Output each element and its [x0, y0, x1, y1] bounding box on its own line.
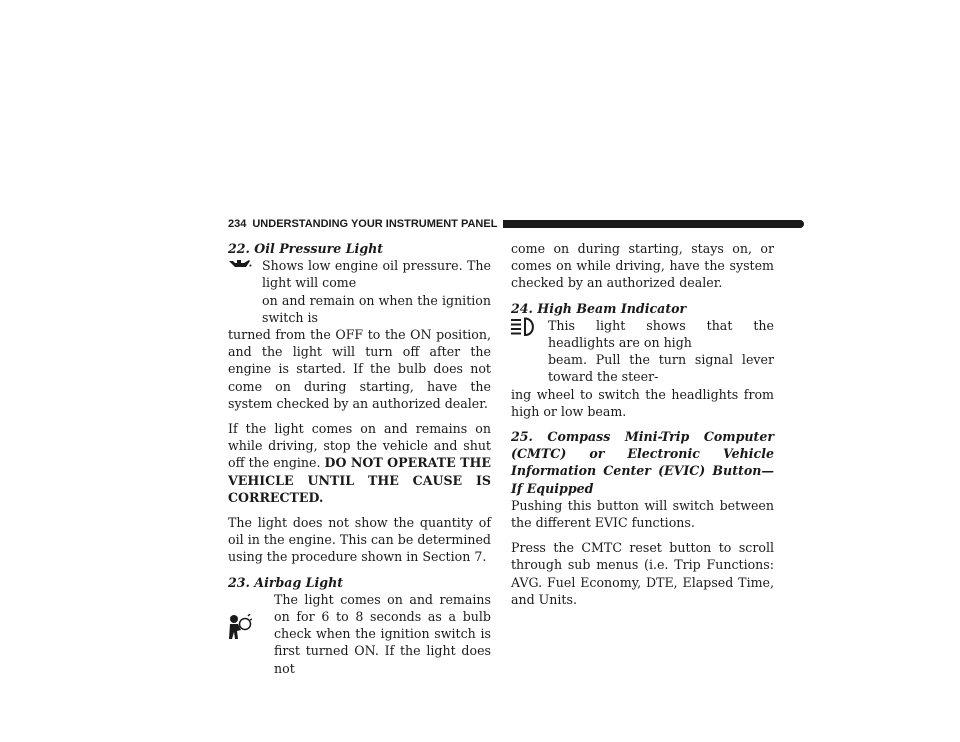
high-beam-line-1: This light shows that the headlights are on high	[548, 317, 774, 351]
right-column	[511, 240, 774, 608]
header-rule	[503, 220, 804, 228]
cmtc-text: Pushing this button will switch between the different EVIC functions.	[511, 497, 774, 531]
section-title: UNDERSTANDING YOUR INSTRUMENT PANEL	[252, 218, 498, 230]
oil-pressure-section	[228, 240, 491, 412]
oil-warning-bold: DO NOT OPERATE THE VEHICLE UNTIL THE CAUSE IS CORRECTED.	[228, 455, 492, 505]
oil-warning-paragraph	[228, 420, 491, 506]
airbag-text: The light comes on and remains on for 6 to 8 seconds as a bulb check when the ignition switch is first turned ON. If the light does not	[274, 591, 491, 676]
cmtc-reset-paragraph: Press the CMTC reset button to scroll through sub menus (i.e. Trip Functions: AVG. Fuel Economy, DTE, Elapsed Time, and Units.	[511, 540, 774, 607]
high-beam-heading: 24. High Beam Indicator	[511, 300, 687, 316]
high-beam-line-2: beam. Pull the turn signal lever toward the steer-	[548, 352, 774, 385]
page-number: 234	[228, 218, 247, 230]
oil-pressure-text: turned from the OFF to the ON position, and the light will turn off after the engine is started. If the bulb does not come on during starting, have the system checked by an authorized dealer.	[228, 327, 491, 411]
airbag-continued-text: come on during starting, stays on, or comes on while driving, have the system checked by an authorized dealer.	[511, 241, 774, 291]
high-beam-text: ing wheel to switch the headlights from high or low beam.	[511, 386, 774, 419]
oil-pressure-heading: 22. Oil Pressure Light	[228, 241, 384, 256]
airbag-heading: 23. Airbag Light	[228, 574, 344, 590]
oil-pressure-line-2: on and remain on when the ignition switch is	[262, 292, 491, 325]
airbag-icon	[228, 614, 252, 640]
oil-quantity-paragraph: The light does not show the quantity of oil in the engine. This can be determined using the procedure shown in Section 7.	[228, 515, 491, 565]
cmtc-heading: 25. Compass Mini-Trip Computer (CMTC) or Electronic Vehicle Information Center (EVIC) Button—If Equipped	[511, 429, 774, 496]
oil-warning-text: If the light comes on and remains on while driving, stop the vehicle and shut off the engine.	[228, 421, 491, 471]
oil-pressure-line-1: Shows low engine oil pressure. The light will come	[262, 258, 491, 291]
high-beam-icon	[511, 317, 537, 337]
oil-can-icon	[228, 257, 252, 269]
high-beam-section	[511, 300, 774, 420]
airbag-section	[228, 574, 491, 677]
left-column	[228, 240, 491, 677]
page-header	[228, 217, 804, 231]
